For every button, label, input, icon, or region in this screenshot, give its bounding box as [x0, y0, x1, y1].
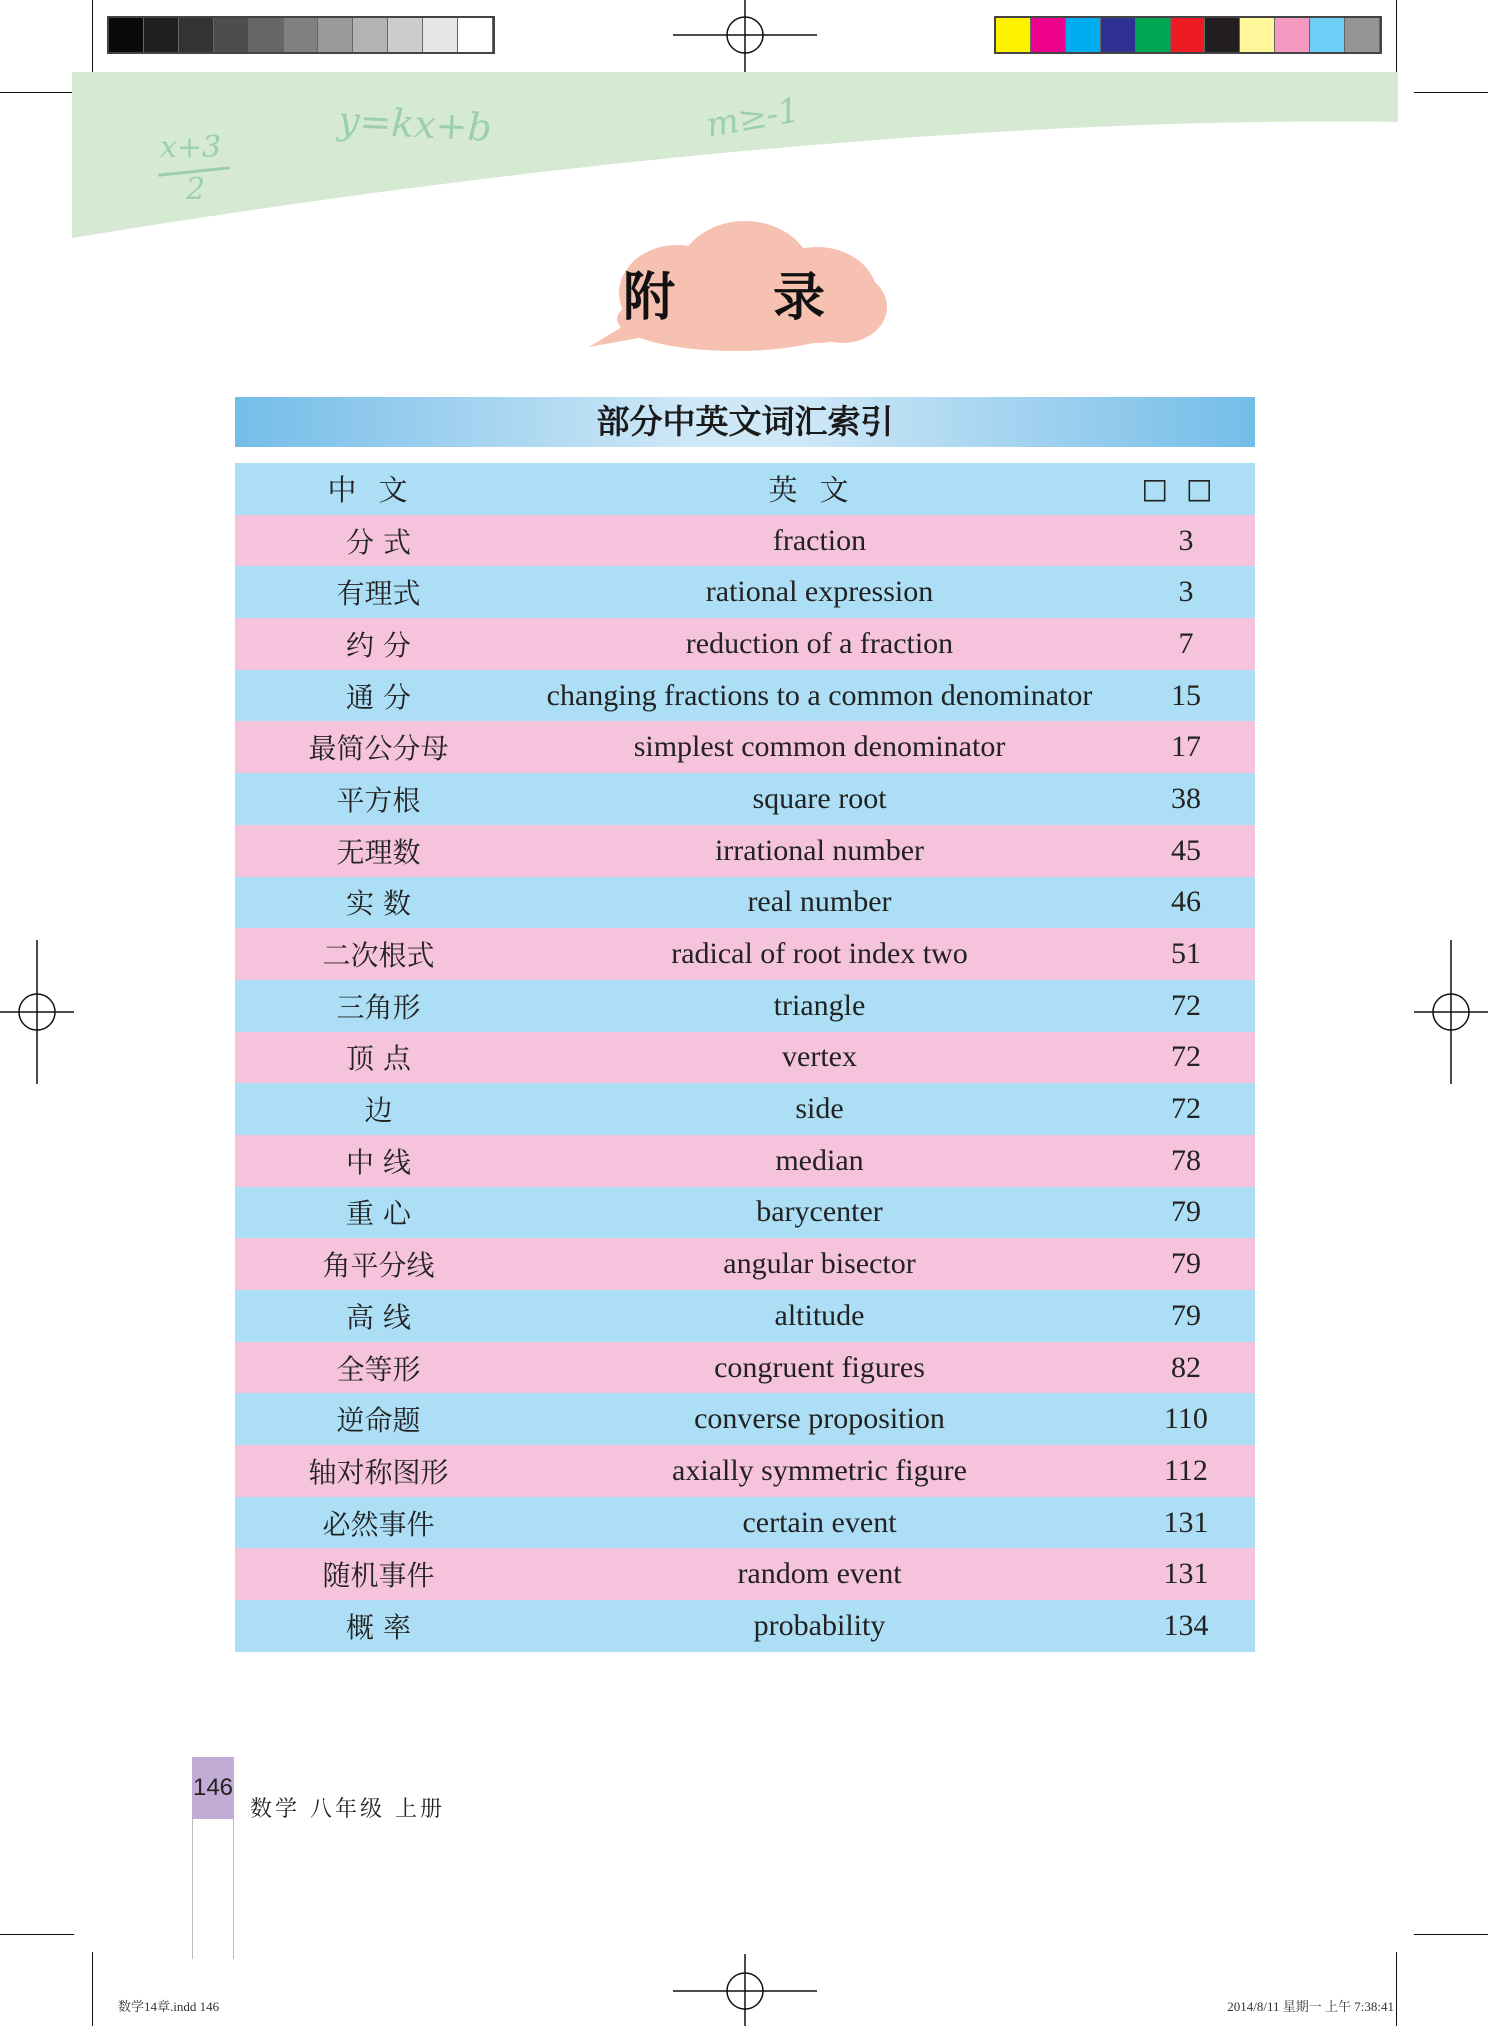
page-ref: 131: [1163, 1557, 1209, 1591]
english-term: certain event: [742, 1505, 897, 1539]
english-term: probability: [753, 1608, 886, 1642]
table-row: [235, 1083, 1255, 1135]
english-term: reduction of a fraction: [685, 626, 954, 660]
table-row: [235, 1187, 1255, 1239]
page-ref: 15: [1171, 678, 1201, 712]
chinese-term: 约 分: [346, 628, 411, 662]
english-term: real number: [747, 885, 892, 919]
vocabulary-table: [235, 463, 1255, 1652]
slug-timestamp: 2014/8/11 星期一 上午 7:38:41: [1227, 1999, 1394, 2014]
english-term: irrational number: [714, 833, 925, 867]
registration-mark-bottom: [673, 1954, 817, 2026]
chinese-term: 必然事件: [322, 1507, 435, 1541]
registration-mark-right: [1414, 940, 1488, 1084]
page-ref: 134: [1163, 1608, 1209, 1642]
table-row: [235, 515, 1255, 567]
chinese-term: 顶 点: [346, 1042, 411, 1076]
book-title: 数学 八年级 上册: [250, 1797, 445, 1822]
english-term: vertex: [782, 1040, 857, 1074]
english-term: random event: [737, 1557, 902, 1591]
chinese-term: 通 分: [346, 680, 411, 714]
english-term: simplest common denominator: [633, 730, 1006, 764]
chinese-term: 高 线: [346, 1300, 411, 1334]
chinese-term: 有理式: [336, 577, 421, 611]
table-row: [235, 773, 1255, 825]
table-row: [235, 877, 1255, 929]
table-row: [235, 1342, 1255, 1394]
english-term: square root: [752, 781, 887, 815]
page-ref: 72: [1171, 988, 1201, 1022]
chinese-term: 中 线: [346, 1145, 411, 1179]
chinese-term: 平方根: [336, 783, 421, 817]
page-ref: 112: [1164, 1453, 1208, 1487]
table-row: [235, 1600, 1255, 1652]
page-ref: 110: [1164, 1402, 1208, 1436]
page-ref: 72: [1171, 1040, 1201, 1074]
english-term: barycenter: [756, 1195, 883, 1229]
column-header-chinese: 中文: [327, 473, 430, 508]
table-body: [235, 515, 1255, 1652]
formula-fraction-denominator: 2: [186, 172, 206, 207]
english-term: median: [775, 1143, 864, 1177]
table-row: [235, 1548, 1255, 1600]
table-row: [235, 1032, 1255, 1084]
vocabulary-index-title: 部分中英文词汇索引: [235, 397, 1255, 447]
english-term: radical of root index two: [671, 937, 968, 971]
page-ref: 79: [1171, 1195, 1201, 1229]
page-ref: 78: [1171, 1143, 1201, 1177]
page-ref: 7: [1178, 626, 1194, 660]
formula-inequality: m≥-1: [703, 90, 803, 146]
column-header-page: □□: [1141, 472, 1231, 506]
table-row: [235, 825, 1255, 877]
page-tab-guide: [192, 1819, 234, 1959]
english-term: converse proposition: [694, 1402, 945, 1436]
page-ref: 79: [1171, 1247, 1201, 1281]
english-term: fraction: [772, 523, 867, 557]
page-ref: 17: [1171, 730, 1201, 764]
table-row: [235, 618, 1255, 670]
table-row: [235, 721, 1255, 773]
chinese-term: 边: [364, 1094, 393, 1128]
chinese-term: 二次根式: [322, 939, 435, 973]
english-term: congruent figures: [714, 1350, 925, 1384]
page-ref: 45: [1171, 833, 1201, 867]
chinese-term: 重 心: [346, 1197, 411, 1231]
page-ref: 82: [1171, 1350, 1201, 1384]
english-term: side: [795, 1092, 844, 1126]
page-ref: 38: [1171, 781, 1201, 815]
english-term: triangle: [773, 988, 866, 1022]
chinese-term: 轴对称图形: [308, 1455, 449, 1489]
page-ref: 131: [1163, 1505, 1209, 1539]
chinese-term: 概 率: [346, 1610, 411, 1644]
registration-mark-left: [0, 940, 74, 1084]
page-ref: 46: [1171, 885, 1201, 919]
chinese-term: 无理数: [336, 835, 421, 869]
chinese-term: 全等形: [336, 1352, 421, 1386]
chinese-term: 随机事件: [322, 1559, 435, 1593]
page-ref: 3: [1178, 523, 1194, 557]
chinese-term: 三角形: [336, 990, 421, 1024]
table-row: [235, 928, 1255, 980]
page-ref: 72: [1171, 1092, 1201, 1126]
chinese-term: 逆命题: [336, 1404, 421, 1438]
chinese-term: 分 式: [346, 525, 411, 559]
english-term: rational expression: [705, 575, 934, 609]
slug-filename: 数学14章.indd 146: [118, 1999, 220, 2014]
english-term: altitude: [774, 1298, 865, 1332]
chinese-term: 实 数: [346, 887, 411, 921]
page-ref: 51: [1171, 937, 1201, 971]
table-row: [235, 670, 1255, 722]
table-row: [235, 1497, 1255, 1549]
english-term: changing fractions to a common denominator: [546, 678, 1093, 712]
table-row: [235, 1290, 1255, 1342]
table-header-row: [235, 463, 1255, 515]
formula-fraction-numerator: x+3: [160, 130, 222, 165]
page-ref: 79: [1171, 1298, 1201, 1332]
table-row: [235, 1445, 1255, 1497]
table-row: [235, 1393, 1255, 1445]
table-row: [235, 1135, 1255, 1187]
chinese-term: 最简公分母: [308, 732, 449, 766]
chinese-term: 角平分线: [322, 1249, 435, 1283]
page-number: 146: [192, 1757, 234, 1819]
formula-linear-function: y=kx+b: [336, 98, 493, 150]
page-ref: 3: [1178, 575, 1194, 609]
table-row: [235, 980, 1255, 1032]
column-header-english: 英文: [768, 473, 871, 508]
table-row: [235, 566, 1255, 618]
appendix-title: 附 录: [622, 268, 866, 328]
table-row: [235, 1238, 1255, 1290]
english-term: angular bisector: [723, 1247, 916, 1281]
english-term: axially symmetric figure: [672, 1453, 967, 1487]
